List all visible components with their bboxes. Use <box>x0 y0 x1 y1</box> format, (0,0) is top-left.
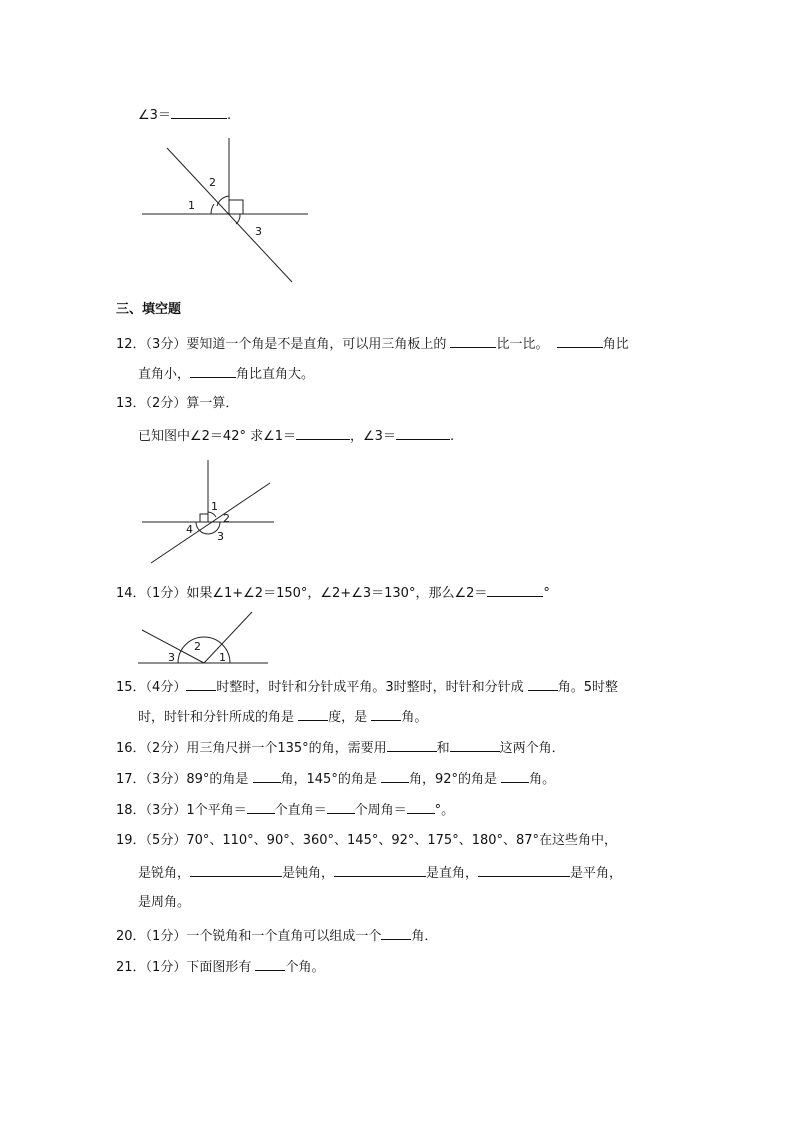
q12-text-b: 比一比。 <box>496 337 549 352</box>
fig2-label-2: 2 <box>223 512 230 525</box>
q17-text-c: 角，92°的角是 <box>408 772 498 787</box>
q15-blank-1[interactable] <box>186 678 216 691</box>
question-15-line-2 <box>138 708 427 726</box>
fig2-label-1: 1 <box>211 500 218 513</box>
q20-blank-1[interactable] <box>381 927 411 940</box>
fig3-label-1: 1 <box>219 651 226 664</box>
q15-line2-c: 角。 <box>401 710 428 725</box>
q16-number: 16．（2分） <box>116 741 187 756</box>
period: . <box>226 108 232 123</box>
question-16-line-1 <box>116 739 565 757</box>
q12-text-a: 要知道一个角是不是直角，可以用三角板上的 <box>186 337 447 352</box>
q13-text: 算一算． <box>186 396 239 411</box>
q21-text-a: 下面图形有 <box>186 960 252 975</box>
q12-line2-a: 直角小， <box>138 367 191 382</box>
q12-number: 12．（3分） <box>116 337 187 352</box>
fig2-label-3: 3 <box>217 530 224 543</box>
q13-line2-c: . <box>449 429 455 444</box>
q14-text-b: ° <box>543 586 550 601</box>
q15-blank-4[interactable] <box>371 708 401 721</box>
q18-text-c: 个周角＝ <box>354 803 407 818</box>
q20-number: 20．（1分） <box>116 929 187 944</box>
fig1-label-2: 2 <box>209 176 216 189</box>
q20-text-a: 一个锐角和一个直角可以组成一个 <box>186 929 382 944</box>
q19-blank-3[interactable] <box>478 864 570 877</box>
fig3-label-3: 3 <box>168 651 175 664</box>
q13-line2-b: ，∠3＝ <box>350 429 396 444</box>
q16-blank-2[interactable] <box>450 739 500 752</box>
question-19-line-1 <box>116 833 617 849</box>
section-title: 三、填空题 <box>116 302 182 317</box>
q15-line2-a: 时，时针和分针所成的角是 <box>138 710 295 725</box>
fig1-label-3: 3 <box>255 225 262 238</box>
q15-text-a: 时整时，时针和分针成平角。3时整时，时针和分针成 <box>216 680 524 695</box>
q17-blank-2[interactable] <box>381 770 409 783</box>
q17-blank-1[interactable] <box>253 770 281 783</box>
q21-text-b: 个角。 <box>285 960 325 975</box>
q17-text-b: 角，145°的角是 <box>280 772 377 787</box>
q12-text-c: 角比 <box>602 337 629 352</box>
q21-number: 21．（1分） <box>116 960 187 975</box>
q18-blank-2[interactable] <box>327 801 355 814</box>
q17-text-d: 角。 <box>529 772 556 787</box>
q15-blank-2[interactable] <box>528 678 558 691</box>
q15-line2-b: 度，是 <box>328 710 368 725</box>
q18-blank-3[interactable] <box>407 801 435 814</box>
q17-text-a: 89°的角是 <box>186 772 249 787</box>
q19-line2-a: 是锐角， <box>138 866 191 881</box>
q12-line2-b: 角比直角大。 <box>236 367 315 382</box>
question-18-line-1 <box>116 801 454 819</box>
q18-blank-1[interactable] <box>247 801 275 814</box>
q16-text-b: 和 <box>436 741 450 756</box>
q19-line2-d: 是平角， <box>570 866 623 881</box>
question-19-line-2 <box>138 864 622 882</box>
q19-line2-c: 是直角， <box>426 866 479 881</box>
q19-number: 19．（5分） <box>116 833 187 848</box>
q18-text-a: 1个平角＝ <box>186 803 247 818</box>
q15-text-b: 角。5时整 <box>557 680 619 695</box>
question-15-line-1 <box>116 678 618 696</box>
q14-text-a: 如果∠1+∠2＝150°，∠2+∠3＝130°，那么∠2＝ <box>186 586 488 601</box>
q16-text-c: 这两个角． <box>499 741 565 756</box>
q18-number: 18．（3分） <box>116 803 187 818</box>
fig1-label-1: 1 <box>188 199 195 212</box>
q19-line2-b: 是钝角， <box>282 866 335 881</box>
q18-text-d: °。 <box>434 803 455 818</box>
fig3-label-2: 2 <box>194 640 201 653</box>
q14-number: 14．（1分） <box>116 586 187 601</box>
question-20-line-1 <box>116 927 437 945</box>
q19-text: 70°、110°、90°、360°、145°、92°、175°、180°、87°在这些角中， <box>186 833 618 848</box>
q19-line3: 是周角。 <box>138 895 191 910</box>
q13-number: 13．（2分） <box>116 396 187 411</box>
q19-blank-1[interactable] <box>190 864 282 877</box>
q21-blank-1[interactable] <box>255 958 285 971</box>
q15-number: 15．（4分） <box>116 680 187 695</box>
question-21-line-1 <box>116 958 325 976</box>
q13-line2-a: 已知图中∠2＝42° 求∠1＝ <box>138 429 297 444</box>
question-17-line-1 <box>116 770 555 788</box>
q16-text-a: 用三角尺拼一个135°的角，需要用 <box>186 741 387 756</box>
q16-blank-1[interactable] <box>387 739 437 752</box>
question-19-line-3 <box>138 895 190 911</box>
q17-number: 17．（3分） <box>116 772 187 787</box>
q15-blank-3[interactable] <box>298 708 328 721</box>
q17-blank-3[interactable] <box>501 770 529 783</box>
q18-text-b: 个直角＝ <box>274 803 327 818</box>
angle3-prefix: ∠3＝ <box>138 108 171 123</box>
fig2-label-4: 4 <box>186 523 193 536</box>
q19-blank-2[interactable] <box>334 864 426 877</box>
q20-text-b: 角． <box>411 929 438 944</box>
